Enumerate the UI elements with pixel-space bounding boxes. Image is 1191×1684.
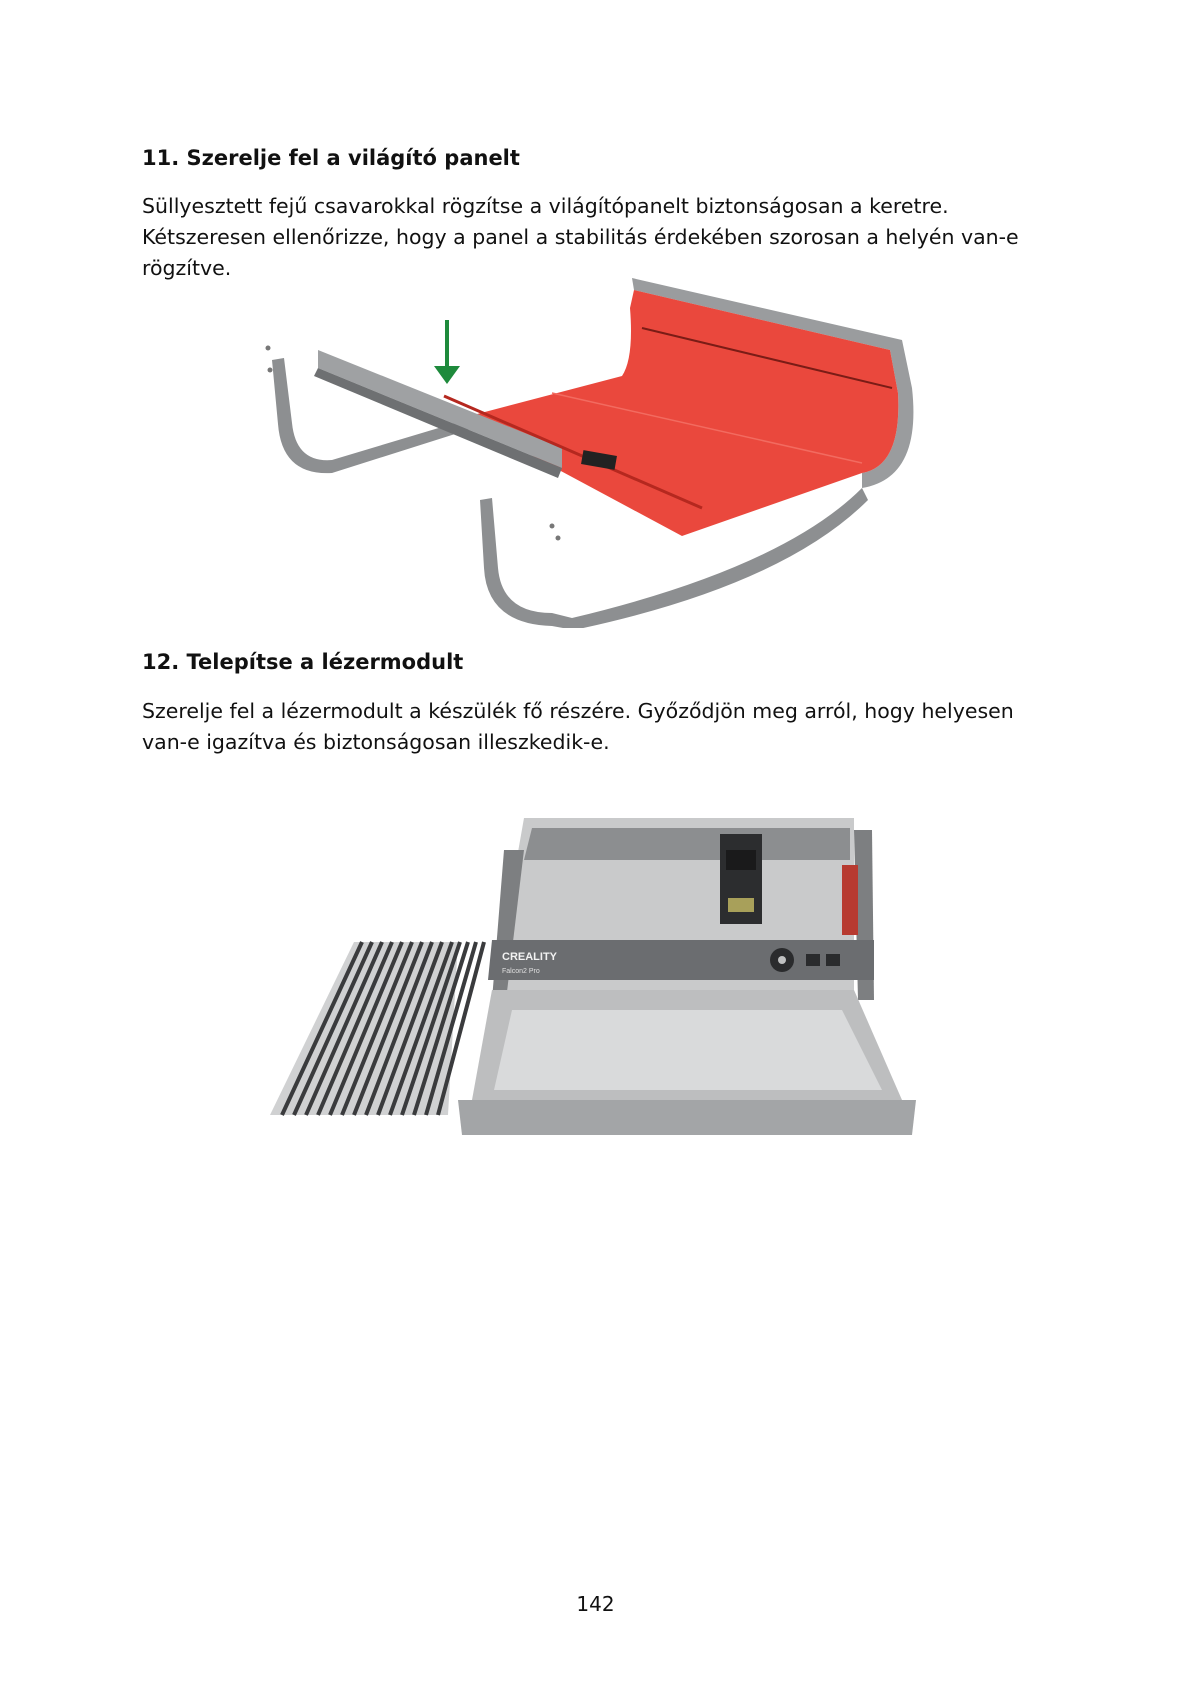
section-12-body: Szerelje fel a lézermodult a készülék fő részére. Győződjön meg arról, hogy helyesen van-e igazítva és biztonságosan illeszkedik-e. xyxy=(142,699,1014,754)
laser-module-label xyxy=(726,850,756,870)
rail-end-red xyxy=(842,865,858,935)
x-axis-rail xyxy=(524,828,850,860)
start-button-icon xyxy=(806,954,820,966)
screw-icon xyxy=(556,536,561,541)
home-button-icon xyxy=(778,956,786,964)
section-12-heading: 12. Telepítse a lézermodult xyxy=(142,650,464,674)
screw-icon xyxy=(268,368,273,373)
laser-module-illustration xyxy=(262,770,932,1150)
page-number: 142 xyxy=(576,1592,615,1616)
screw-icon xyxy=(266,346,271,351)
section-11-body: Süllyesztett fejű csavarokkal rögzítse a világítópanelt biztonságosan a keretre. Kétszeresen ellenőrizze, hogy a panel a stabilitás érdekében szorosan a helyén van-e rögzítve. xyxy=(142,194,1019,280)
section-11-heading: 11. Szerelje fel a világító panelt xyxy=(142,146,520,170)
drawer-front xyxy=(458,1100,916,1135)
down-arrow-icon xyxy=(434,366,460,384)
screw-icon xyxy=(550,524,555,529)
model-label: Falcon2 Pro xyxy=(502,968,540,975)
laser-warning-sticker xyxy=(728,898,754,912)
brand-logo: CREALITY xyxy=(502,951,557,963)
light-panel-illustration xyxy=(262,268,932,628)
stop-button-icon xyxy=(826,954,840,966)
slat-grate xyxy=(270,942,484,1115)
drawer-floor xyxy=(494,1010,882,1090)
